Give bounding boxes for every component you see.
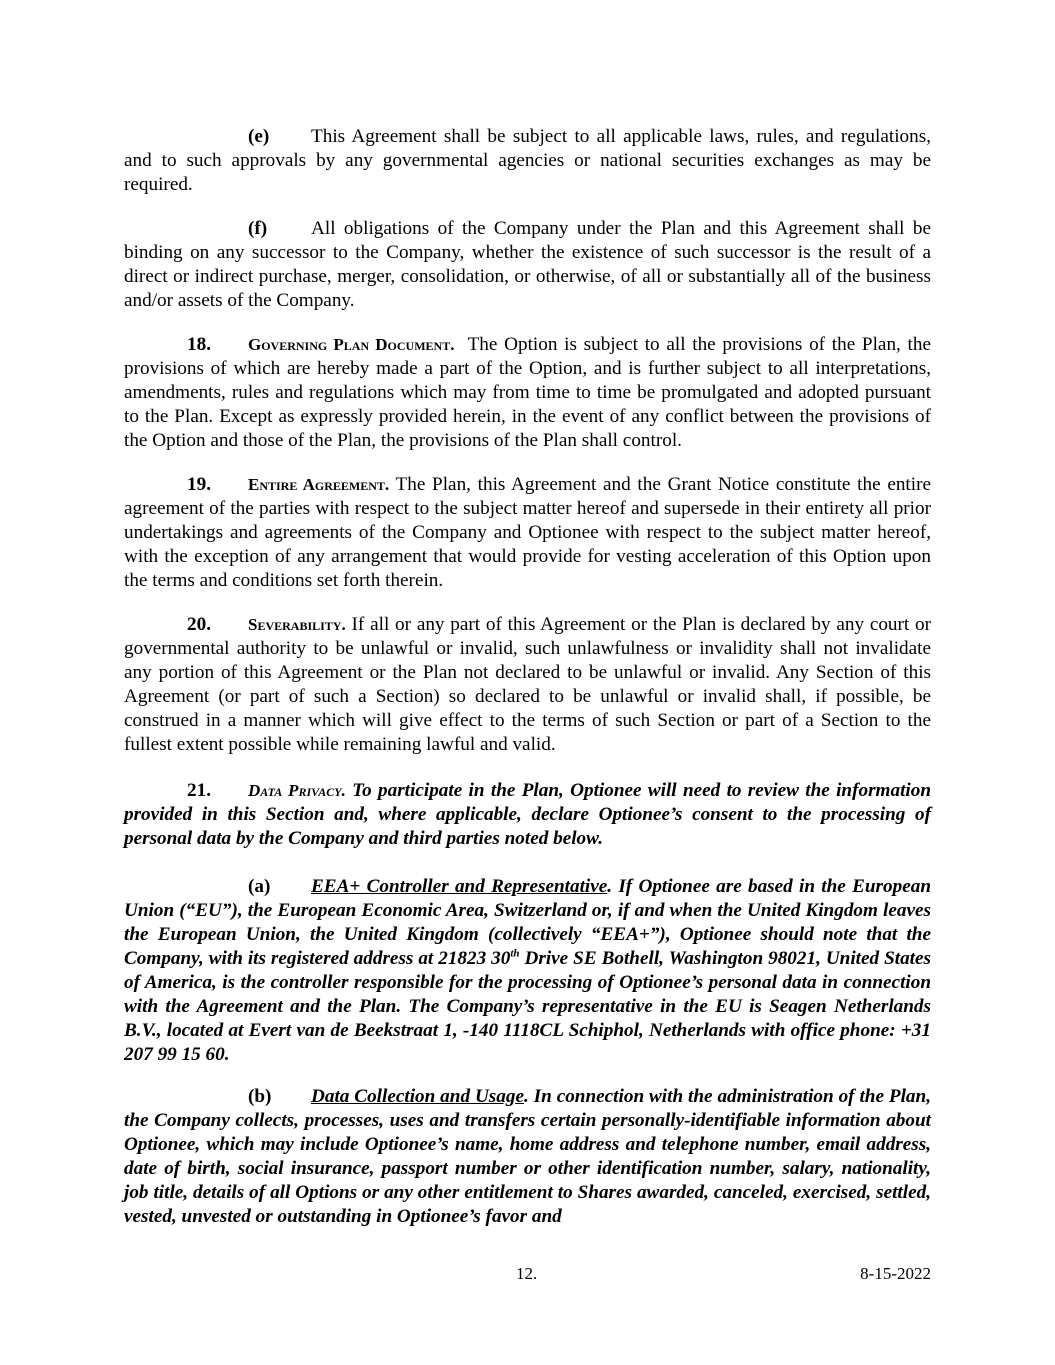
subsection-marker-a: (a) bbox=[248, 876, 271, 897]
section-20-heading: Severability. bbox=[248, 615, 346, 634]
section-18-heading: Governing Plan Document. bbox=[248, 335, 455, 354]
section-19-number: 19. bbox=[187, 474, 211, 495]
section-20 bbox=[124, 613, 931, 757]
ordinal-superscript: th bbox=[510, 947, 520, 960]
section-21 bbox=[124, 779, 931, 851]
paragraph-e-text: This Agreement shall be subject to all applicable laws, rules, and regulations, and to such approvals by any governmental agencies or national securities exchanges as may be required. bbox=[124, 126, 931, 195]
paragraph-a-text-2: Drive SE Bothell, Washington 98021, United States of America, is the controller responsible for the processing of Optionee’s personal data in connection with the Agreement and the Plan. The Company’s representative in the EU is Seagen Netherlands B.V., located at Evert van de Beekstraat 1, -140 1118CL Schiphol, Netherlands with office phone: +31 207 99 15 60. bbox=[124, 948, 931, 1065]
section-18-number: 18. bbox=[187, 334, 211, 355]
subsection-marker-b: (b) bbox=[248, 1086, 272, 1107]
section-19 bbox=[124, 473, 931, 593]
section-19-heading: Entire Agreement. bbox=[248, 475, 390, 494]
section-21-text: To participate in the Plan, Optionee will need to review the information provided in this Section and, where applicable, declare Optionee’s consent to the processing of personal data by the Company and third parties noted below. bbox=[124, 780, 932, 849]
subsection-marker-f: (f) bbox=[248, 218, 268, 239]
page-number: 12. bbox=[516, 1264, 538, 1283]
section-21-number: 21. bbox=[187, 780, 211, 801]
paragraph-f-text: All obligations of the Company under the Plan and this Agreement shall be binding on any successor to the Company, whether the existence of such successor is the result of a direct or indirect purchase, merger, consolidation, or otherwise, of all or substantially all of the business and/or assets of the Company. bbox=[124, 218, 931, 311]
section-18 bbox=[124, 333, 931, 453]
paragraph-b bbox=[124, 1085, 931, 1229]
paragraph-e bbox=[124, 125, 931, 197]
paragraph-b-title: Data Collection and Usage bbox=[311, 1086, 524, 1107]
section-18-text: The Option is subject to all the provisions of the Plan, the provisions of which are hereby made a part of the Option, and is further subject to all interpretations, amendments, rules and regulations which may from time to time be promulgated and adopted pursuant to the Plan. Except as expressly provided herein, in the event of any conflict between the provisions of the Option and those of the Plan, the provisions of the Plan shall control. bbox=[124, 334, 931, 451]
section-19-text: The Plan, this Agreement and the Grant Notice constitute the entire agreement of the parties with respect to the subject matter hereof and supersede in their entirety all prior undertakings and agreements of the Company and Optionee with respect to the subject matter hereof, with the exception of any arrangement that would provide for vesting acceleration of this Option upon the terms and conditions set forth therein. bbox=[124, 474, 932, 591]
paragraph-f bbox=[124, 217, 931, 313]
paragraph-a-title: EEA+ Controller and Representative bbox=[311, 876, 608, 897]
paragraph-a bbox=[124, 875, 931, 1067]
footer-date: 8-15-2022 bbox=[860, 1264, 931, 1283]
section-21-heading: Data Privacy. bbox=[248, 781, 346, 800]
subsection-marker-e: (e) bbox=[248, 126, 270, 147]
paragraph-a-text-1: . If Optionee are based in the European Union (“EU”), the European Economic Area, Switzerland or, if and when the United Kingdom leaves the European Union, the United Kingdom (collectively “EEA+”), Optionee should note that the Company, with its registered address at 21823 30 bbox=[124, 876, 931, 969]
section-20-number: 20. bbox=[187, 614, 211, 635]
paragraph-b-text: . In connection with the administration of the Plan, the Company collects, processes, uses and transfers certain personally-identifiable information about Optionee, which may include Optionee’s name, home address and telephone number, email address, date of birth, social insurance, passport number or other identification number, salary, nationality, job title, details of all Options or any other entitlement to Shares awarded, canceled, exercised, settled, vested, unvested or outstanding in Optionee’s favor and bbox=[124, 1086, 931, 1227]
section-20-text: If all or any part of this Agreement or the Plan is declared by any court or governmental authority to be unlawful or invalid, such unlawfulness or invalidity shall not invalidate any portion of this Agreement or the Plan not declared to be unlawful or invalid. Any Section of this Agreement (or part of such a Section) so declared to be unlawful or invalid shall, if possible, be construed in a manner which will give effect to the terms of such Section or part of a Section to the fullest extent possible while remaining lawful and valid. bbox=[124, 614, 932, 755]
